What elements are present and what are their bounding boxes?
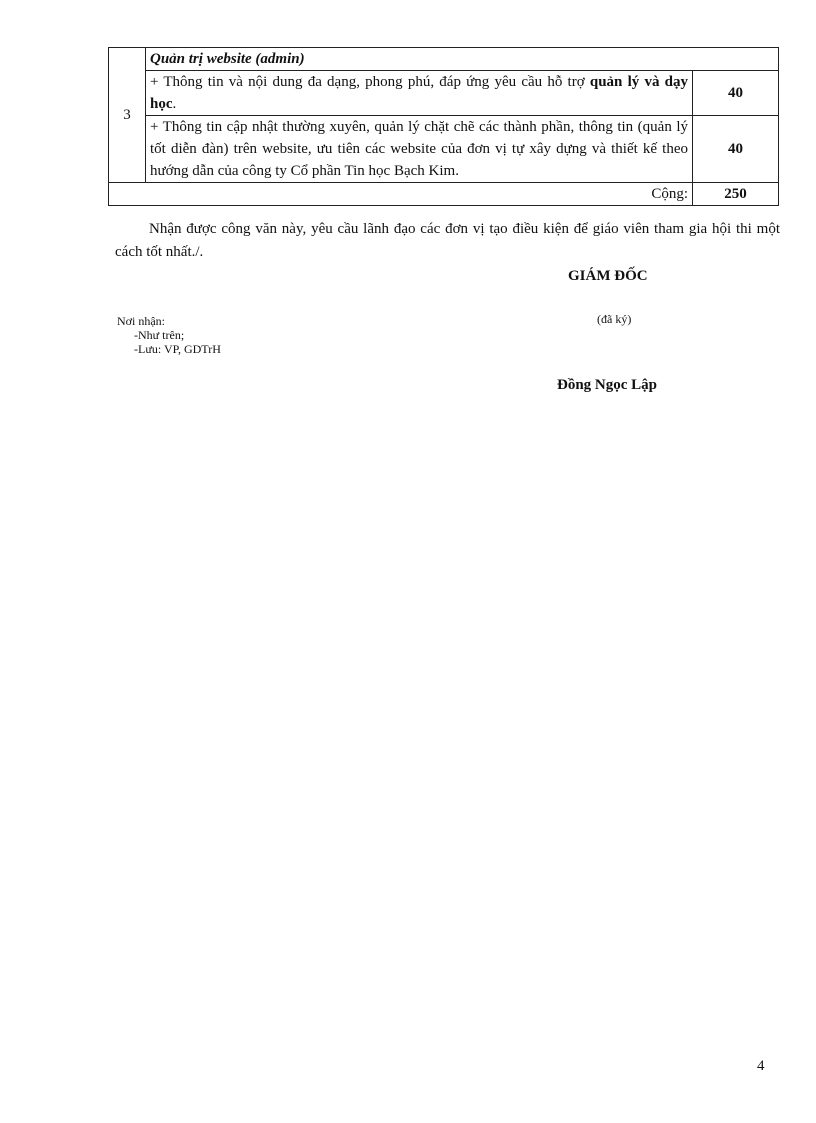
total-value: 250 [693, 183, 779, 206]
table-row [109, 71, 779, 116]
criterion-text-bold: quản lý và dạy học [150, 74, 688, 112]
recipient-item: -Lưu: VP, GDTrH [134, 342, 221, 356]
signed-note: (đã ký) [597, 312, 632, 326]
body-paragraph: Nhận được công văn này, yêu cầu lãnh đạo các đơn vị tạo điều kiện để giáo viên tham gia hội thi một cách tốt nhất./. [115, 221, 780, 260]
criterion-text [146, 71, 693, 116]
table-row [109, 48, 779, 71]
criterion-score: 40 [693, 71, 779, 116]
director-title: GIÁM ĐỐC [568, 268, 648, 284]
page-number: 4 [757, 1058, 765, 1074]
row-number: 3 [109, 48, 146, 183]
signer-name: Đồng Ngọc Lập [557, 377, 658, 393]
section-title: Quản trị website (admin) [146, 48, 779, 71]
criterion-text-suffix: . [172, 96, 177, 112]
total-row [109, 183, 779, 206]
criterion-text: + Thông tin cập nhật thường xuyên, quản lý chặt chẽ các thành phần, thông tin (quản lý tốt diễn đàn) trên website, ưu tiên các website của đơn vị tự xây dựng và thiết kế theo hướng dẫn của công ty Cổ phần Tin học Bạch Kim. [146, 116, 693, 183]
recipients-block [117, 314, 221, 356]
recipient-item: -Như trên; [134, 328, 185, 342]
recipients-label: Nơi nhận: [117, 314, 166, 328]
criteria-table [108, 47, 779, 206]
total-label: Cộng: [109, 183, 693, 206]
table-row [109, 116, 779, 183]
criterion-score: 40 [693, 116, 779, 183]
criterion-text-prefix: + Thông tin và nội dung đa dạng, phong phú, đáp ứng yêu cầu hỗ trợ [150, 74, 590, 90]
